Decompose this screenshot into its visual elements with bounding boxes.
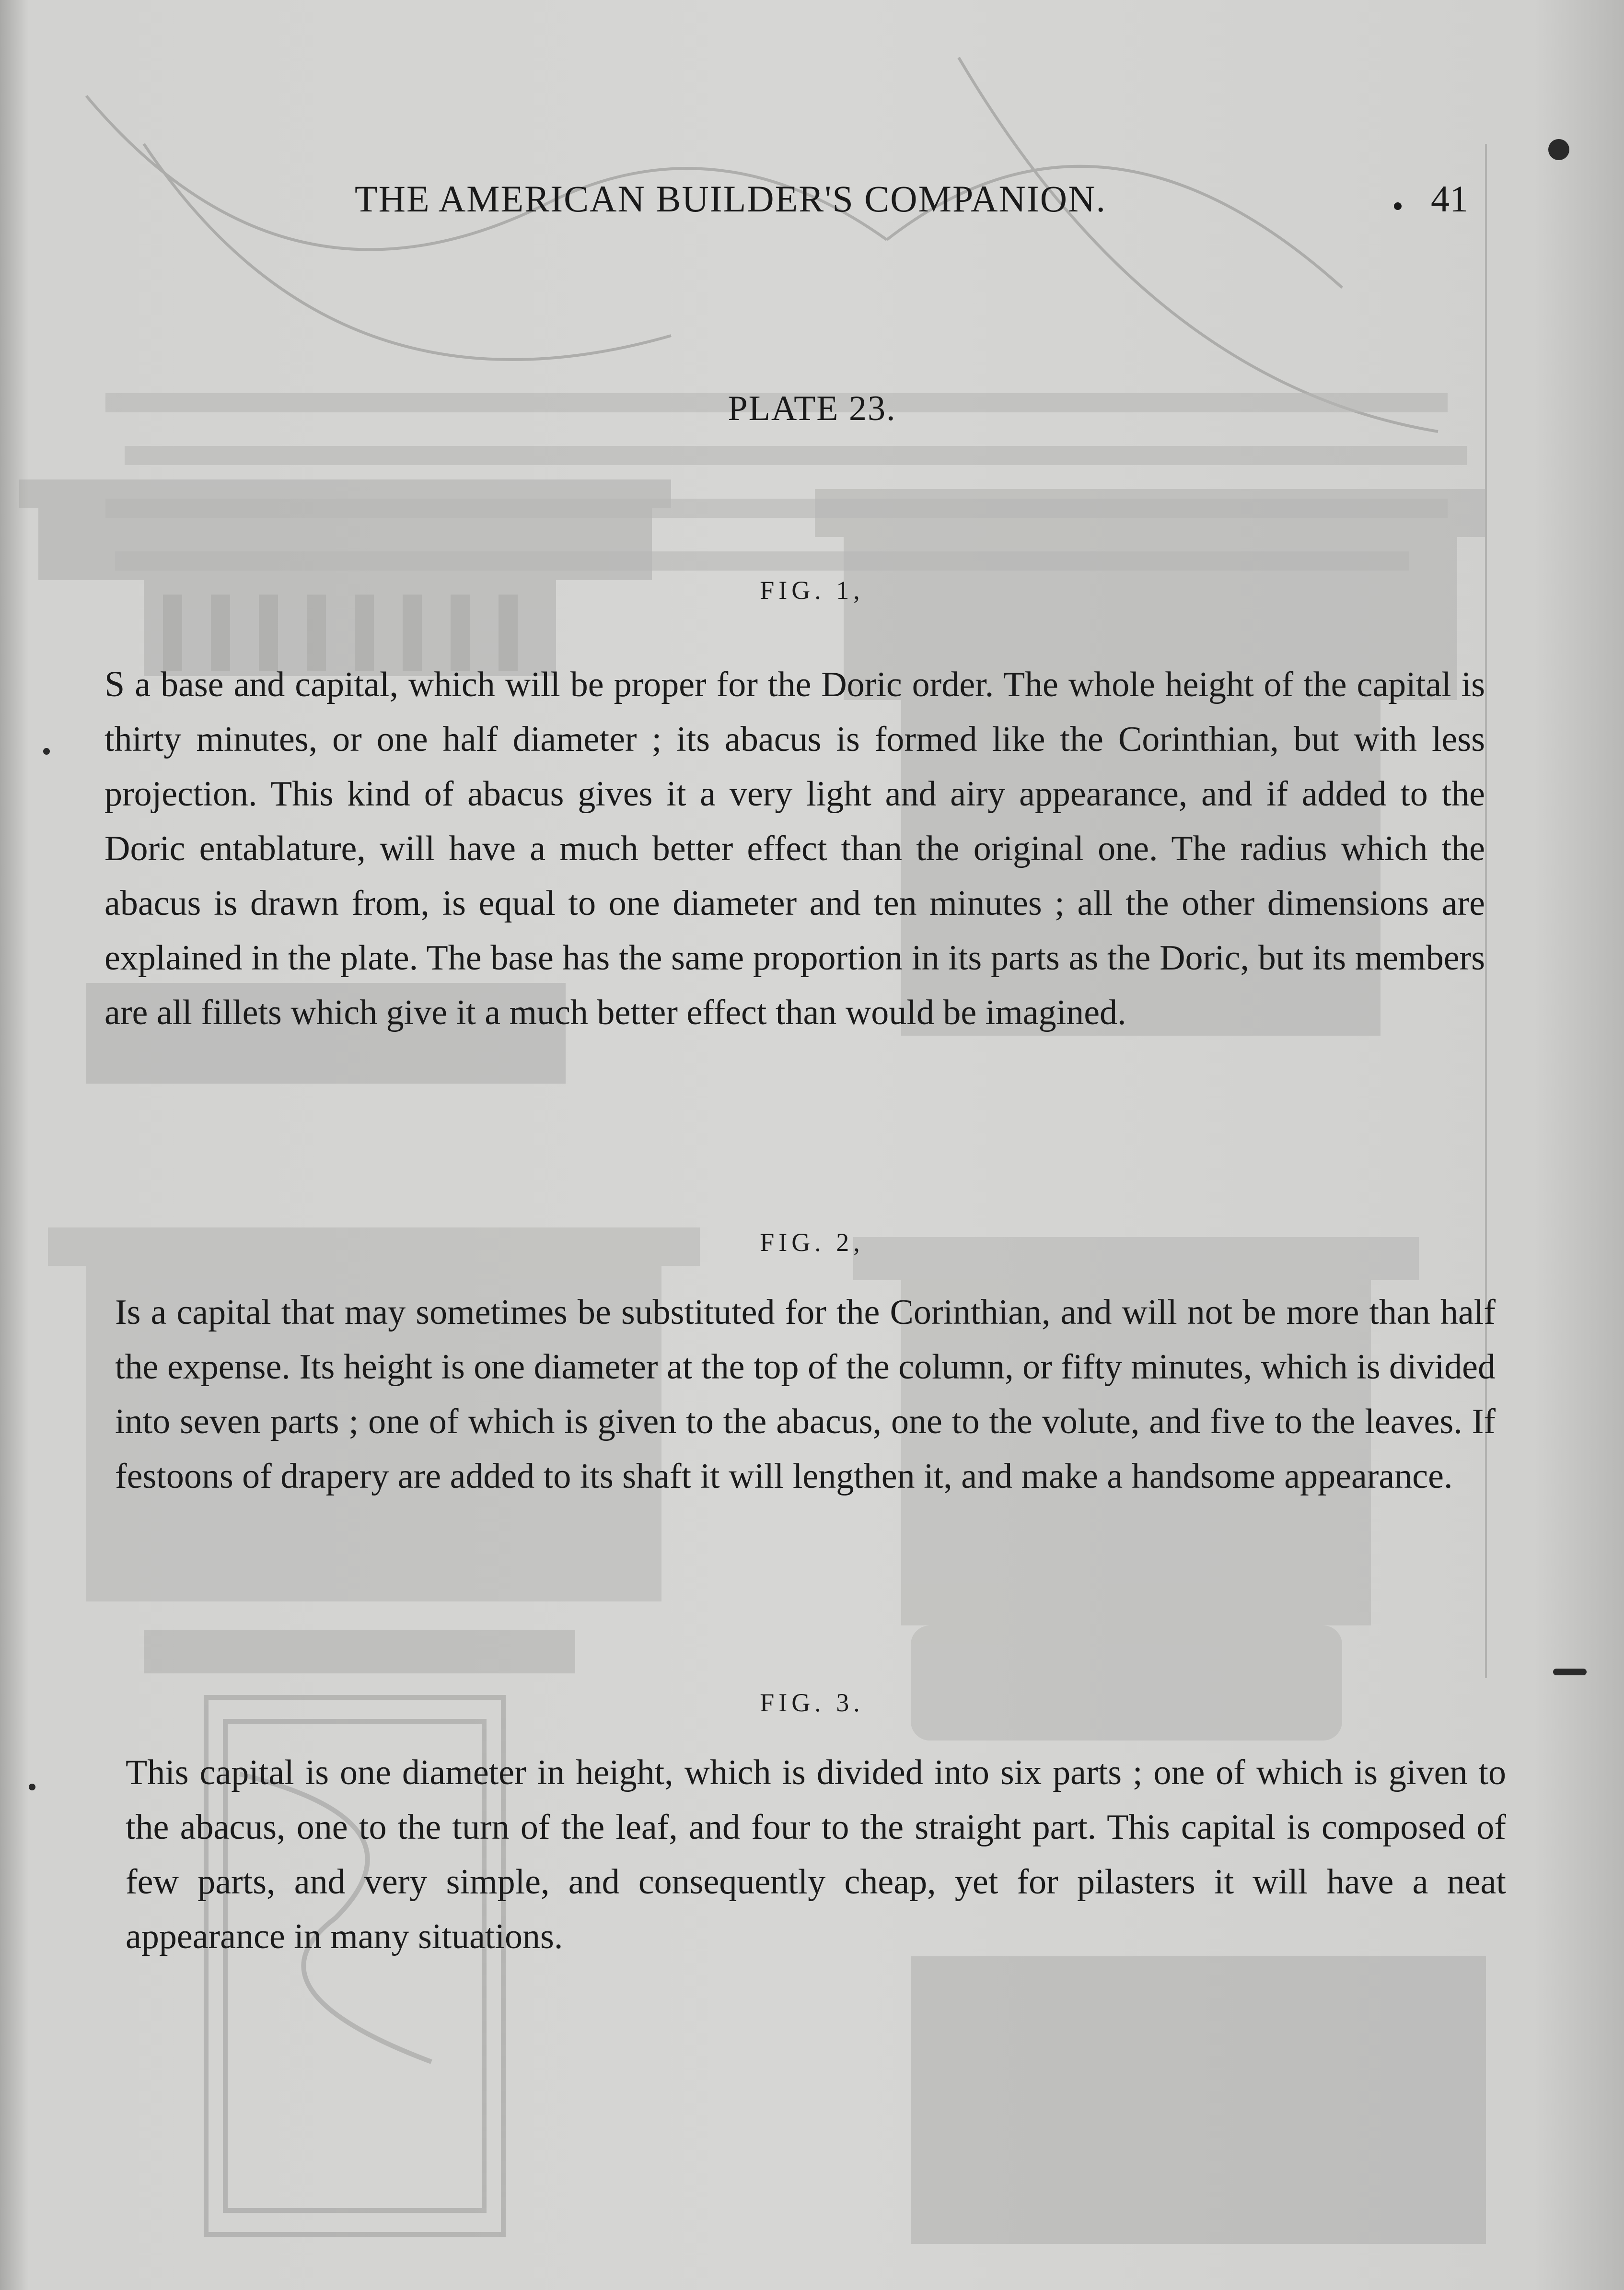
ink-speck (29, 1784, 35, 1790)
figure-1-heading: FIG. 1, (760, 576, 864, 605)
figure-2-paragraph: Is a capital that may sometimes be substituted for the Corinthian, and will not be more than half the expense. Its height is one diameter at the top of the column, or fifty minutes, which is divided into seven parts ; one of which is given to the abacus, one to the volute, and five to the leaves. If festoons of drapery are added to its shaft it will lengthen it, and make a handsome appearance. (115, 1293, 1496, 1496)
page-number: 41 (1431, 178, 1468, 220)
ink-speck (1553, 1669, 1587, 1675)
running-head-title: THE AMERICAN BUILDER'S COMPANION. (355, 178, 1106, 220)
bullet-dot (1394, 202, 1402, 210)
plate-title: PLATE 23. (728, 389, 896, 428)
ink-speck (43, 748, 50, 755)
figure-1-paragraph: S a base and capital, which will be proper for the Doric order. The whole height of the capital is thirty minutes, or one half diameter ; its abacus is formed like the Corinthian, but with less projection. This kind of abacus gives it a very light and airy appearance, and if added to the Doric entablature, will have a much better effect than the original one. The radius which the abacus is drawn from, is equal to one diameter and ten minutes ; all the other dimensions are explained in the plate. The base has the same proportion in its parts as the Doric, but its members are all fillets which give it a much better effect than would be imagined. (104, 664, 1485, 1032)
figure-2-heading: FIG. 2, (760, 1228, 864, 1257)
ink-speck (1548, 139, 1569, 160)
figure-3-paragraph: This capital is one diameter in height, which is divided into six parts ; one of which is given to the abacus, one to the turn of the leaf, and four to the straight part. This capital is composed of few parts, and very simple, and consequently cheap, yet for pilasters it will have a neat appearance in many situations. (126, 1753, 1506, 1956)
figure-3-heading: FIG. 3. (760, 1688, 864, 1717)
running-head (0, 177, 1624, 230)
